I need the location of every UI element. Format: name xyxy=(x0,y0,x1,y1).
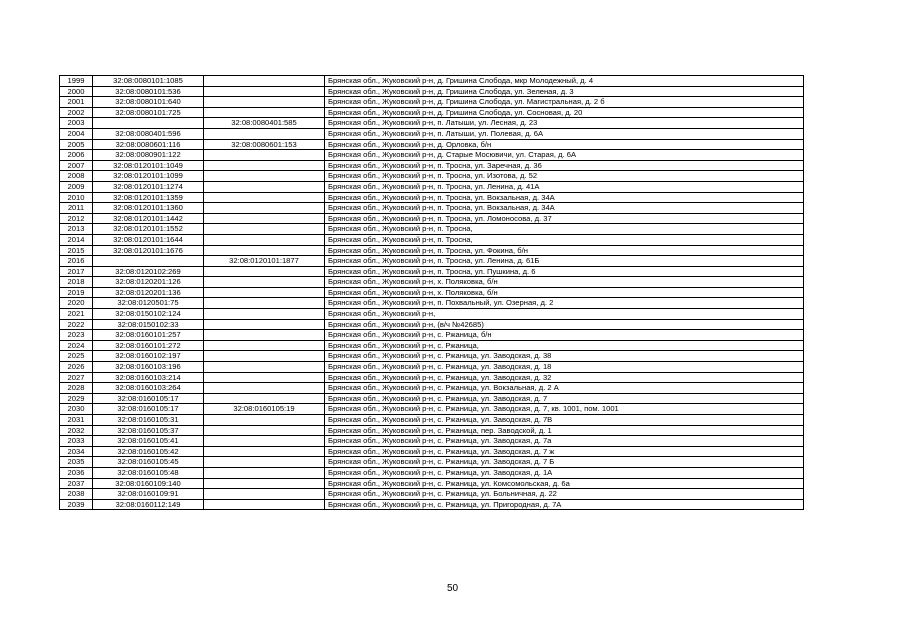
cadastral-number-cell: 32:08:0120101:1644 xyxy=(93,234,204,245)
table-row xyxy=(60,266,804,277)
table-row xyxy=(60,76,804,87)
cadastral-number-cell xyxy=(93,256,204,267)
table-row xyxy=(60,192,804,203)
table-row xyxy=(60,298,804,309)
row-number-cell: 2031 xyxy=(60,415,93,426)
page-number: 50 xyxy=(446,583,459,594)
table-row xyxy=(60,499,804,510)
table-row xyxy=(60,436,804,447)
cadastral-number-cell: 32:08:0160105:41 xyxy=(93,436,204,447)
cadastral-number-cell: 32:08:0080601:116 xyxy=(93,139,204,150)
cadastral-number-cell: 32:08:0080101:725 xyxy=(93,107,204,118)
cadastral-table xyxy=(59,75,804,510)
related-cadastral-number-cell xyxy=(204,97,325,108)
address-cell: Брянская обл., Жуковский р-н, х. Поляковка, б/н xyxy=(325,287,804,298)
cadastral-number-cell: 32:08:0120101:1274 xyxy=(93,181,204,192)
row-number-cell: 2030 xyxy=(60,404,93,415)
cadastral-number-cell: 32:08:0160109:140 xyxy=(93,478,204,489)
row-number-cell: 2019 xyxy=(60,287,93,298)
address-cell: Брянская обл., Жуковский р-н, с. Ржаница, ул. Заводская, д. 7 xyxy=(325,393,804,404)
cadastral-number-cell: 32:08:0120101:1360 xyxy=(93,203,204,214)
row-number-cell: 1999 xyxy=(60,76,93,87)
cadastral-number-cell: 32:08:0160109:91 xyxy=(93,489,204,500)
related-cadastral-number-cell xyxy=(204,171,325,182)
cadastral-number-cell: 32:08:0080401:596 xyxy=(93,128,204,139)
table-row xyxy=(60,118,804,129)
address-cell: Брянская обл., Жуковский р-н, с. Ржаница, б/н xyxy=(325,330,804,341)
table-row xyxy=(60,150,804,161)
cadastral-number-cell: 32:08:0150102:33 xyxy=(93,319,204,330)
address-cell: Брянская обл., Жуковский р-н, с. Ржаница, ул. Заводская, д. 7 Б xyxy=(325,457,804,468)
related-cadastral-number-cell xyxy=(204,181,325,192)
row-number-cell: 2021 xyxy=(60,309,93,320)
address-cell: Брянская обл., Жуковский р-н, п. Тросна, ул. Пушкина, д. 6 xyxy=(325,266,804,277)
row-number-cell: 2011 xyxy=(60,203,93,214)
related-cadastral-number-cell xyxy=(204,107,325,118)
address-cell: Брянская обл., Жуковский р-н, д. Гришина Слобода, мкр Молодежный, д. 4 xyxy=(325,76,804,87)
cadastral-number-cell: 32:08:0160105:31 xyxy=(93,415,204,426)
cadastral-number-cell: 32:08:0160103:264 xyxy=(93,383,204,394)
cadastral-number-cell: 32:08:0120101:1442 xyxy=(93,213,204,224)
address-cell: Брянская обл., Жуковский р-н, д. Орловка, б/н xyxy=(325,139,804,150)
address-cell: Брянская обл., Жуковский р-н, с. Ржаница, ул. Заводская, д. 38 xyxy=(325,351,804,362)
address-cell: Брянская обл., Жуковский р-н, п. Тросна, ул. Вокзальная, д. 34А xyxy=(325,203,804,214)
table-row xyxy=(60,107,804,118)
row-number-cell: 2023 xyxy=(60,330,93,341)
related-cadastral-number-cell xyxy=(204,383,325,394)
related-cadastral-number-cell xyxy=(204,319,325,330)
related-cadastral-number-cell xyxy=(204,340,325,351)
row-number-cell: 2005 xyxy=(60,139,93,150)
cadastral-number-cell: 32:08:0160105:37 xyxy=(93,425,204,436)
address-cell: Брянская обл., Жуковский р-н, с. Ржаница, ул. Заводская, д. 18 xyxy=(325,362,804,373)
row-number-cell: 2018 xyxy=(60,277,93,288)
table-row xyxy=(60,139,804,150)
cadastral-number-cell: 32:08:0160102:197 xyxy=(93,351,204,362)
related-cadastral-number-cell xyxy=(204,425,325,436)
cadastral-number-cell: 32:08:0120102:269 xyxy=(93,266,204,277)
cadastral-number-cell: 32:08:0120101:1049 xyxy=(93,160,204,171)
address-cell: Брянская обл., Жуковский р-н, д. Гришина Слобода, ул. Зеленая, д. 3 xyxy=(325,86,804,97)
table-row xyxy=(60,171,804,182)
related-cadastral-number-cell xyxy=(204,86,325,97)
row-number-cell: 2039 xyxy=(60,499,93,510)
table-row xyxy=(60,203,804,214)
table-row xyxy=(60,287,804,298)
address-cell: Брянская обл., Жуковский р-н, с. Ржаница, ул. Вокзальная, д. 2 А xyxy=(325,383,804,394)
table-row xyxy=(60,234,804,245)
table-row xyxy=(60,467,804,478)
address-cell: Брянская обл., Жуковский р-н, с. Ржаница, ул. Больничная, д. 22 xyxy=(325,489,804,500)
cadastral-number-cell: 32:08:0120101:1552 xyxy=(93,224,204,235)
related-cadastral-number-cell xyxy=(204,128,325,139)
address-cell: Брянская обл., Жуковский р-н, с. Ржаница, ул. Заводская, д. 32 xyxy=(325,372,804,383)
address-cell: Брянская обл., Жуковский р-н, д. Гришина Слобода, ул. Сосновая, д. 20 xyxy=(325,107,804,118)
cadastral-number-cell: 32:08:0080101:640 xyxy=(93,97,204,108)
related-cadastral-number-cell xyxy=(204,330,325,341)
address-cell: Брянская обл., Жуковский р-н, п. Тросна, ул. Ленина, д. 41А xyxy=(325,181,804,192)
address-cell: Брянская обл., Жуковский р-н, п. Похвальный, ул. Озерная, д. 2 xyxy=(325,298,804,309)
related-cadastral-number-cell xyxy=(204,499,325,510)
table-row xyxy=(60,245,804,256)
address-cell: Брянская обл., Жуковский р-н, с. Ржаница, ул. Заводская, д. 7В xyxy=(325,415,804,426)
table-row xyxy=(60,404,804,415)
cadastral-number-cell: 32:08:0160105:17 xyxy=(93,393,204,404)
cadastral-number-cell: 32:08:0160105:48 xyxy=(93,467,204,478)
cadastral-number-cell: 32:08:0160105:17 xyxy=(93,404,204,415)
related-cadastral-number-cell xyxy=(204,287,325,298)
row-number-cell: 2027 xyxy=(60,372,93,383)
row-number-cell: 2004 xyxy=(60,128,93,139)
cadastral-number-cell: 32:08:0120201:136 xyxy=(93,287,204,298)
related-cadastral-number-cell xyxy=(204,160,325,171)
row-number-cell: 2022 xyxy=(60,319,93,330)
cadastral-table-body xyxy=(60,76,804,510)
row-number-cell: 2000 xyxy=(60,86,93,97)
table-row xyxy=(60,213,804,224)
related-cadastral-number-cell: 32:08:0160105:19 xyxy=(204,404,325,415)
cadastral-number-cell: 32:08:0160105:45 xyxy=(93,457,204,468)
table-row xyxy=(60,446,804,457)
row-number-cell: 2029 xyxy=(60,393,93,404)
address-cell: Брянская обл., Жуковский р-н, п. Тросна, ул. Вокзальная, д. 34А xyxy=(325,192,804,203)
cadastral-number-cell: 32:08:0160112:149 xyxy=(93,499,204,510)
related-cadastral-number-cell xyxy=(204,489,325,500)
related-cadastral-number-cell xyxy=(204,436,325,447)
address-cell: Брянская обл., Жуковский р-н, х. Поляковка, б/н xyxy=(325,277,804,288)
table-row xyxy=(60,425,804,436)
cadastral-number-cell: 32:08:0080101:1085 xyxy=(93,76,204,87)
related-cadastral-number-cell xyxy=(204,309,325,320)
related-cadastral-number-cell: 32:08:0080601:153 xyxy=(204,139,325,150)
related-cadastral-number-cell xyxy=(204,245,325,256)
cadastral-number-cell: 32:08:0080101:536 xyxy=(93,86,204,97)
cadastral-number-cell: 32:08:0160101:272 xyxy=(93,340,204,351)
related-cadastral-number-cell xyxy=(204,224,325,235)
related-cadastral-number-cell xyxy=(204,192,325,203)
address-cell: Брянская обл., Жуковский р-н, с. Ржаница, ул. Пригородная, д. 7А xyxy=(325,499,804,510)
row-number-cell: 2015 xyxy=(60,245,93,256)
cadastral-number-cell: 32:08:0120201:126 xyxy=(93,277,204,288)
related-cadastral-number-cell xyxy=(204,446,325,457)
address-cell: Брянская обл., Жуковский р-н, с. Ржаница, ул. Заводская, д. 1А xyxy=(325,467,804,478)
row-number-cell: 2026 xyxy=(60,362,93,373)
related-cadastral-number-cell xyxy=(204,234,325,245)
row-number-cell: 2010 xyxy=(60,192,93,203)
table-row xyxy=(60,478,804,489)
row-number-cell: 2028 xyxy=(60,383,93,394)
cadastral-number-cell: 32:08:0120501:75 xyxy=(93,298,204,309)
address-cell: Брянская обл., Жуковский р-н, п. Тросна, xyxy=(325,234,804,245)
related-cadastral-number-cell xyxy=(204,415,325,426)
table-row xyxy=(60,415,804,426)
address-cell: Брянская обл., Жуковский р-н, д. Гришина Слобода, ул. Магистральная, д. 2 б xyxy=(325,97,804,108)
row-number-cell: 2016 xyxy=(60,256,93,267)
related-cadastral-number-cell xyxy=(204,457,325,468)
row-number-cell: 2037 xyxy=(60,478,93,489)
related-cadastral-number-cell xyxy=(204,372,325,383)
table-row xyxy=(60,160,804,171)
related-cadastral-number-cell: 32:08:0120101:1877 xyxy=(204,256,325,267)
table-row xyxy=(60,86,804,97)
row-number-cell: 2020 xyxy=(60,298,93,309)
cadastral-number-cell: 32:08:0120101:1099 xyxy=(93,171,204,182)
related-cadastral-number-cell xyxy=(204,362,325,373)
row-number-cell: 2007 xyxy=(60,160,93,171)
table-row xyxy=(60,128,804,139)
row-number-cell: 2017 xyxy=(60,266,93,277)
related-cadastral-number-cell xyxy=(204,76,325,87)
table-row xyxy=(60,181,804,192)
table-row xyxy=(60,372,804,383)
address-cell: Брянская обл., Жуковский р-н, с. Ржаница, ул. Заводская, д. 7 ж xyxy=(325,446,804,457)
row-number-cell: 2035 xyxy=(60,457,93,468)
related-cadastral-number-cell xyxy=(204,298,325,309)
row-number-cell: 2036 xyxy=(60,467,93,478)
table-row xyxy=(60,489,804,500)
related-cadastral-number-cell xyxy=(204,266,325,277)
row-number-cell: 2038 xyxy=(60,489,93,500)
cadastral-number-cell: 32:08:0160105:42 xyxy=(93,446,204,457)
address-cell: Брянская обл., Жуковский р-н, п. Тросна, ул. Заречная, д. 36 xyxy=(325,160,804,171)
row-number-cell: 2032 xyxy=(60,425,93,436)
cadastral-number-cell xyxy=(93,118,204,129)
address-cell: Брянская обл., Жуковский р-н, п. Тросна, ул. Изотова, д. 52 xyxy=(325,171,804,182)
row-number-cell: 2014 xyxy=(60,234,93,245)
table-row xyxy=(60,97,804,108)
address-cell: Брянская обл., Жуковский р-н, п. Тросна, ул. Ломоносова, д. 37 xyxy=(325,213,804,224)
address-cell: Брянская обл., Жуковский р-н, с. Ржаница, ул. Заводская, д. 7, кв. 1001, пом. 1001 xyxy=(325,404,804,415)
address-cell: Брянская обл., Жуковский р-н, с. Ржаница, пер. Заводской, д. 1 xyxy=(325,425,804,436)
related-cadastral-number-cell xyxy=(204,393,325,404)
cadastral-number-cell: 32:08:0120101:1359 xyxy=(93,192,204,203)
table-row xyxy=(60,309,804,320)
related-cadastral-number-cell xyxy=(204,478,325,489)
address-cell: Брянская обл., Жуковский р-н, п. Латыши, ул. Полевая, д. 6А xyxy=(325,128,804,139)
row-number-cell: 2008 xyxy=(60,171,93,182)
related-cadastral-number-cell xyxy=(204,277,325,288)
table-row xyxy=(60,330,804,341)
row-number-cell: 2024 xyxy=(60,340,93,351)
address-cell: Брянская обл., Жуковский р-н, с. Ржаница, xyxy=(325,340,804,351)
row-number-cell: 2034 xyxy=(60,446,93,457)
related-cadastral-number-cell xyxy=(204,213,325,224)
cadastral-number-cell: 32:08:0160101:257 xyxy=(93,330,204,341)
address-cell: Брянская обл., Жуковский р-н, (в/ч №42685) xyxy=(325,319,804,330)
row-number-cell: 2003 xyxy=(60,118,93,129)
related-cadastral-number-cell: 32:08:0080401:585 xyxy=(204,118,325,129)
cadastral-number-cell: 32:08:0080901:122 xyxy=(93,150,204,161)
row-number-cell: 2025 xyxy=(60,351,93,362)
cadastral-number-cell: 32:08:0160103:214 xyxy=(93,372,204,383)
address-cell: Брянская обл., Жуковский р-н, с. Ржаница, ул. Комсомольская, д. 6а xyxy=(325,478,804,489)
table-row xyxy=(60,340,804,351)
row-number-cell: 2001 xyxy=(60,97,93,108)
table-row xyxy=(60,457,804,468)
row-number-cell: 2002 xyxy=(60,107,93,118)
cadastral-number-cell: 32:08:0160103:196 xyxy=(93,362,204,373)
row-number-cell: 2012 xyxy=(60,213,93,224)
table-row xyxy=(60,393,804,404)
table-row xyxy=(60,256,804,267)
cadastral-number-cell: 32:08:0150102:124 xyxy=(93,309,204,320)
address-cell: Брянская обл., Жуковский р-н, п. Латыши, ул. Лесная, д. 23 xyxy=(325,118,804,129)
row-number-cell: 2013 xyxy=(60,224,93,235)
address-cell: Брянская обл., Жуковский р-н, д. Старые Мосювичи, ул. Старая, д. 6А xyxy=(325,150,804,161)
address-cell: Брянская обл., Жуковский р-н, с. Ржаница, ул. Заводская, д. 7а xyxy=(325,436,804,447)
cadastral-number-cell: 32:08:0120101:1676 xyxy=(93,245,204,256)
related-cadastral-number-cell xyxy=(204,203,325,214)
row-number-cell: 2006 xyxy=(60,150,93,161)
address-cell: Брянская обл., Жуковский р-н, п. Тросна, xyxy=(325,224,804,235)
related-cadastral-number-cell xyxy=(204,150,325,161)
table-row xyxy=(60,351,804,362)
related-cadastral-number-cell xyxy=(204,351,325,362)
address-cell: Брянская обл., Жуковский р-н, xyxy=(325,309,804,320)
row-number-cell: 2009 xyxy=(60,181,93,192)
row-number-cell: 2033 xyxy=(60,436,93,447)
table-row xyxy=(60,277,804,288)
address-cell: Брянская обл., Жуковский р-н, п. Тросна, ул. Ленина, д. 61Б xyxy=(325,256,804,267)
table-row xyxy=(60,319,804,330)
table-row xyxy=(60,362,804,373)
related-cadastral-number-cell xyxy=(204,467,325,478)
table-row xyxy=(60,224,804,235)
address-cell: Брянская обл., Жуковский р-н, п. Тросна, ул. Фокина, б/н xyxy=(325,245,804,256)
table-row xyxy=(60,383,804,394)
